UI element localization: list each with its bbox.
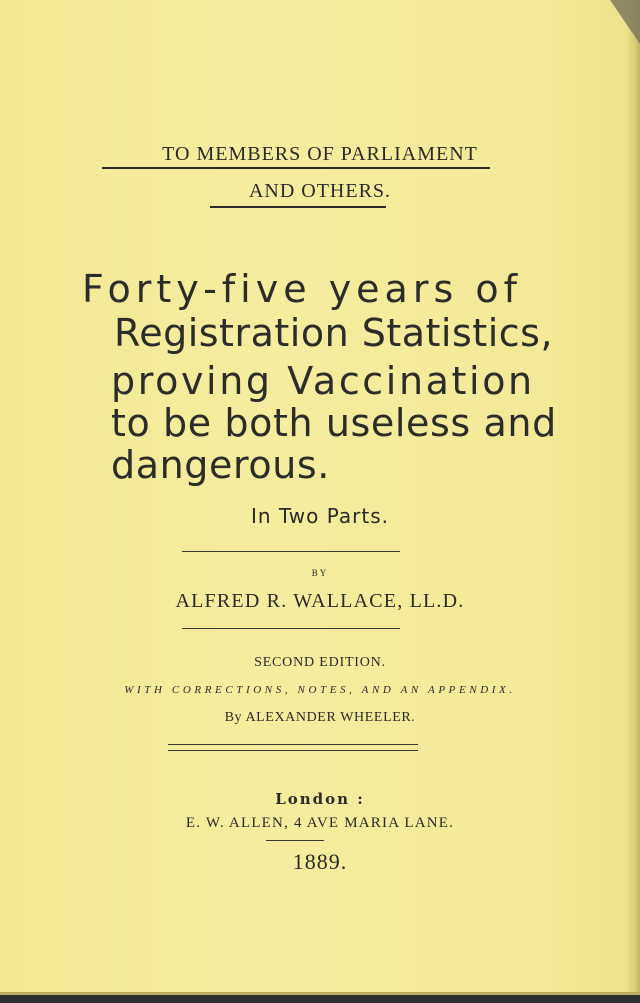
title-line-5: dangerous. [111, 443, 330, 487]
bottom-edge-band [0, 995, 640, 1003]
divider-rule-2 [182, 628, 400, 629]
title-line-2: Registration Statistics, [114, 311, 554, 355]
divider-rule-1 [182, 551, 400, 552]
title-line-1: Forty-five years of [82, 267, 522, 311]
title-line-4: to be both useless and [111, 401, 557, 445]
subtitle: In Two Parts. [250, 504, 390, 528]
divider-double-rule [168, 744, 418, 751]
edition-label: SECOND EDITION. [254, 655, 386, 670]
author-name: ALFRED R. WALLACE, LL.D. [175, 590, 465, 612]
by-label: BY [311, 568, 329, 578]
page-corner-fold [610, 0, 640, 44]
imprint-rule [266, 840, 324, 841]
dedication-line-1: TO MEMBERS OF PARLIAMENT [162, 143, 478, 165]
dedication-line-2: AND OTHERS. [248, 180, 392, 202]
editor-name: By ALEXANDER WHEELER. [224, 710, 416, 725]
imprint-publisher: E. W. ALLEN, 4 AVE MARIA LANE. [185, 815, 455, 831]
corrections-note: WITH CORRECTIONS, NOTES, AND AN APPENDIX. [124, 684, 516, 696]
title-line-3: proving Vaccination [111, 359, 535, 403]
imprint-year: 1889. [292, 849, 348, 874]
imprint-city: London : [275, 790, 365, 808]
dedication-rule-2 [210, 206, 386, 208]
dedication-rule-1 [102, 167, 490, 169]
